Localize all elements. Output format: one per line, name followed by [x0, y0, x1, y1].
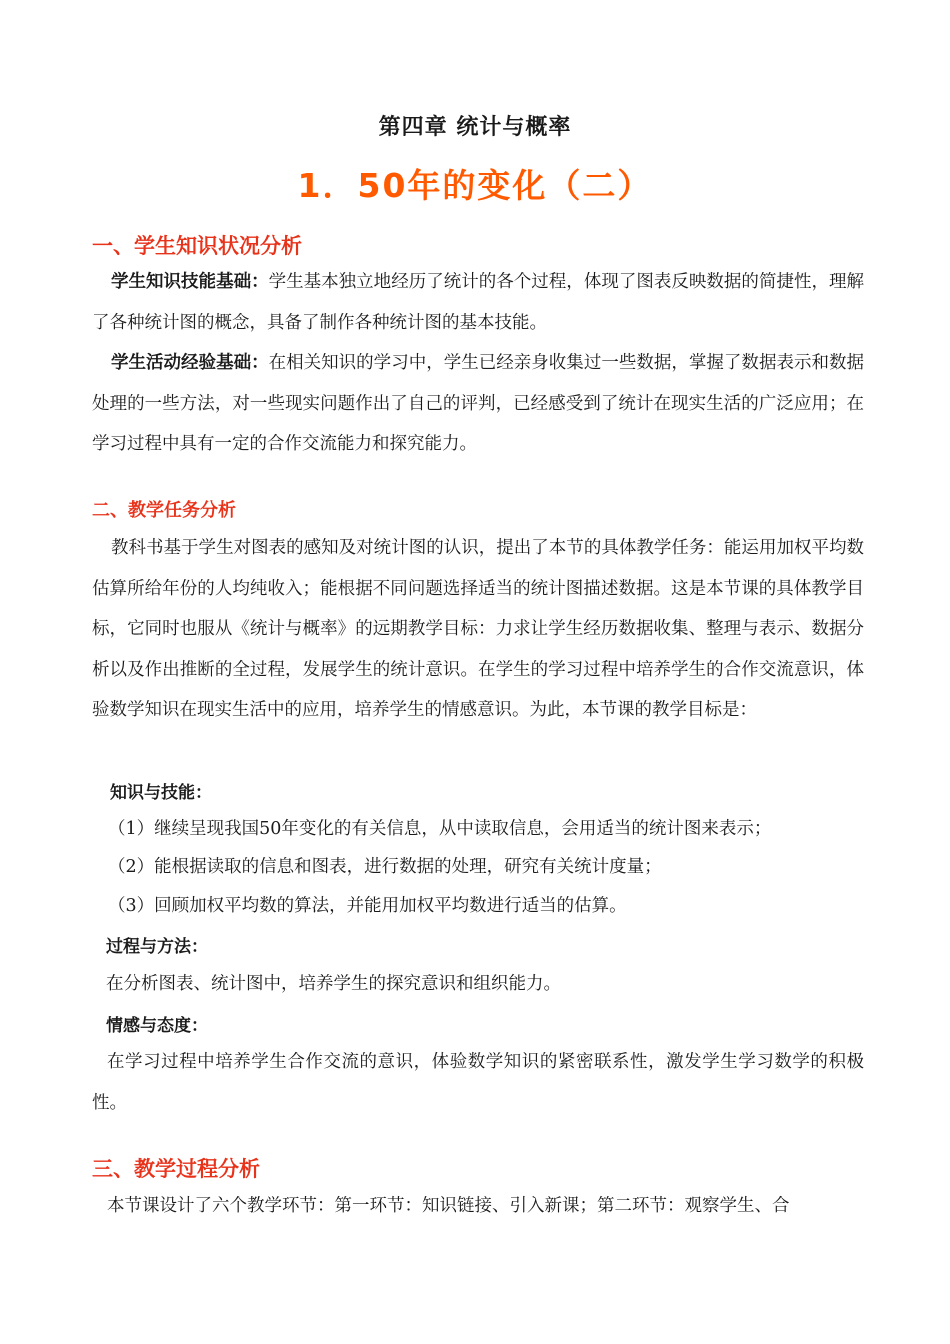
objective-item-3: （3）回顾加权平均数的算法，并能用加权平均数进行适当的估算。	[108, 896, 627, 916]
process-method-text: 在分析图表、统计图中，培养学生的探究意识和组织能力。	[106, 974, 561, 994]
paragraph-text: 在相关知识的学习中，学生已经亲身收集过一些数据，掌握了数据表示和数据处理的一些方法，对一些现实问题作出了自己的评判，已经感受到了统计在现实生活的广泛应用；在学习过程中具有一定的合作交流能力和探究能力。	[92, 353, 864, 454]
paragraph-task-analysis: 教科书基于学生对图表的感知及对统计图的认识，提出了本节的具体教学任务：能运用加权平均数估算所给年份的人均纯收入；能根据不同问题选择适当的统计图描述数据。这是本节课的具体教学目标，它同时也服从《统计与概率》的远期教学目标：力求让学生经历数据收集、整理与表示、数据分析以及作出推断的全过程，发展学生的统计意识。在学生的学习过程中培养学生的合作交流意识，体验数学知识在现实生活中的应用，培养学生的情感意识。为此，本节课的教学目标是：	[92, 538, 864, 720]
paragraph-label: 学生活动经验基础：	[111, 353, 269, 373]
process-method-heading: 过程与方法：	[106, 937, 208, 957]
paragraph-text: 学生基本独立地经历了统计的各个过程，体现了图表反映数据的简捷性，理解了各种统计图的概念，具备了制作各种统计图的基本技能。	[92, 272, 864, 333]
lesson-title: 1．50年的变化（二）	[297, 166, 653, 205]
section-heading-2: 二、教学任务分析	[92, 500, 236, 521]
emotion-attitude-heading: 情感与态度：	[106, 1016, 208, 1036]
objective-item-1: （1）继续呈现我国50年变化的有关信息，从中读取信息，会用适当的统计图来表示；	[108, 819, 772, 839]
section-heading-3: 三、教学过程分析	[92, 1157, 260, 1181]
emotion-attitude-text: 在学习过程中培养学生合作交流的意识，体验数学知识的紧密联系性，激发学生学习数学的积极性。	[92, 1052, 864, 1113]
paragraph-process-intro: 本节课设计了六个教学环节：第一环节：知识链接、引入新课；第二环节：观察学生、合	[107, 1196, 790, 1216]
chapter-title: 第四章 统计与概率	[378, 114, 572, 140]
knowledge-skills-heading: 知识与技能：	[110, 783, 212, 803]
objective-item-2: （2）能根据读取的信息和图表，进行数据的处理，研究有关统计度量；	[108, 857, 662, 877]
paragraph-knowledge-basis	[92, 262, 864, 343]
paragraph-activity-basis	[92, 343, 864, 465]
section-heading-1: 一、学生知识状况分析	[92, 234, 302, 258]
paragraph-label: 学生知识技能基础：	[111, 272, 269, 292]
